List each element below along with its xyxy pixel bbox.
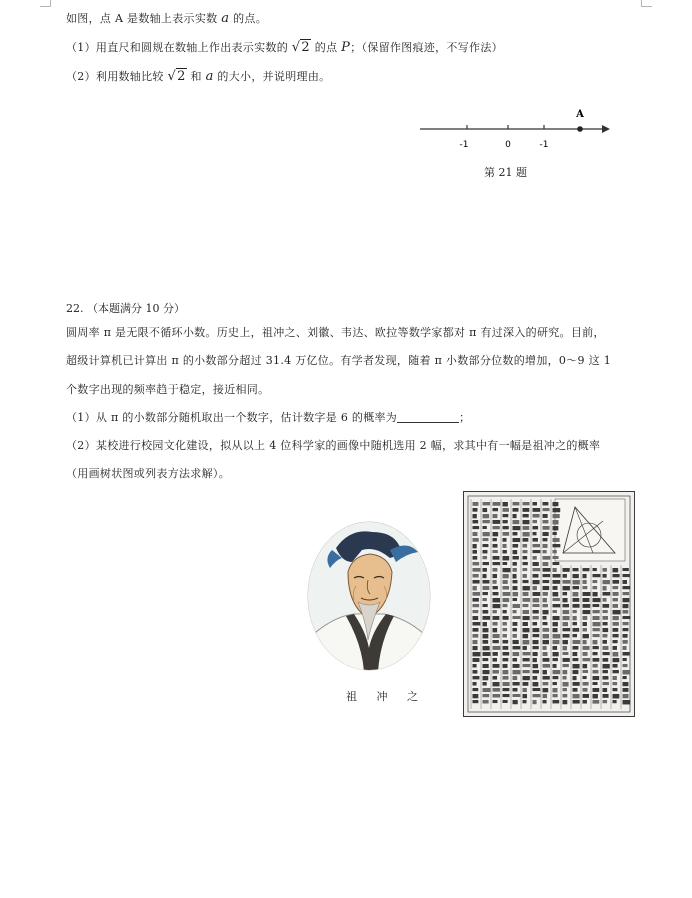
q22-part2: （2）某校进行校园文化建设，拟从以上 4 位科学家的画像中随机选用 2 幅，求其中有一幅是祖冲之的概率 <box>66 439 601 452</box>
q21-intro <box>66 12 267 26</box>
q22-body-line2: 超级计算机已计算出 π 的小数部分超过 31.4 万亿位。有学者发现，随着 π 小数部分位数的增加，0～9 这 1 <box>66 354 612 367</box>
manuscript-diagram <box>555 499 625 561</box>
q21-part1-post: ；（保留作图痕迹，不写作法） <box>350 41 503 54</box>
q22-part1-text: （1）从 π 的小数部分随机取出一个数字，估计数字是 6 的概率为 <box>66 411 398 424</box>
q21-part1-mid: 的点 <box>310 41 342 54</box>
point-p-label: P <box>341 40 351 55</box>
tick-label-left: -1 <box>459 140 469 150</box>
q22-title: 22. （本题满分 10 分） <box>66 302 185 315</box>
q21-part2-pre: （2）利用数轴比较 <box>66 70 168 83</box>
radicand: 2 <box>301 40 310 55</box>
radical-sign: √ <box>291 40 301 55</box>
figure-caption: 第 21 题 <box>484 166 527 179</box>
number-line-arrow <box>602 125 610 133</box>
ancient-manuscript-image <box>463 491 635 717</box>
sqrt2-symbol <box>292 41 311 55</box>
portrait-caption: 祖 冲 之 <box>346 690 426 703</box>
q22-part2-note: （用画树状图或列表方法求解）。 <box>66 467 230 480</box>
zu-chongzhi-portrait <box>306 520 432 672</box>
q21-intro-variable: a <box>221 11 230 26</box>
point-a-label: A <box>576 109 584 120</box>
page-corner-mark-left <box>40 0 51 7</box>
q22-part1 <box>66 411 470 425</box>
q21-part1 <box>66 41 503 55</box>
q21-intro-pre: 如图，点 A 是数轴上表示实数 <box>66 12 222 25</box>
tick-label-right: -1 <box>539 140 549 150</box>
q21-part2-variable: a <box>205 69 214 84</box>
page-corner-mark-right <box>641 0 652 7</box>
point-a-dot <box>577 126 583 132</box>
q22-body-line1: 圆周率 π 是无限不循环小数。历史上，祖冲之、刘徽、韦达、欧拉等数学家都对 π 有过深入的研究。目前， <box>66 326 605 339</box>
sqrt2-symbol <box>168 70 187 84</box>
q21-part2-post: 的大小，并说明理由。 <box>213 70 331 83</box>
q21-part2-mid: 和 <box>186 70 206 83</box>
answer-blank <box>397 412 459 423</box>
q21-part2 <box>66 70 330 84</box>
q22-part1-post: ； <box>459 411 471 424</box>
radicand: 2 <box>177 69 186 84</box>
radical-sign: √ <box>167 69 177 84</box>
tick-label-zero: 0 <box>505 140 511 150</box>
q21-intro-post: 的点。 <box>229 12 267 25</box>
q21-part1-pre: （1）用直尺和圆规在数轴上作出表示实数的 <box>66 41 292 54</box>
q22-body-line3: 个数字出现的频率趋于稳定，接近相同。 <box>66 383 270 396</box>
